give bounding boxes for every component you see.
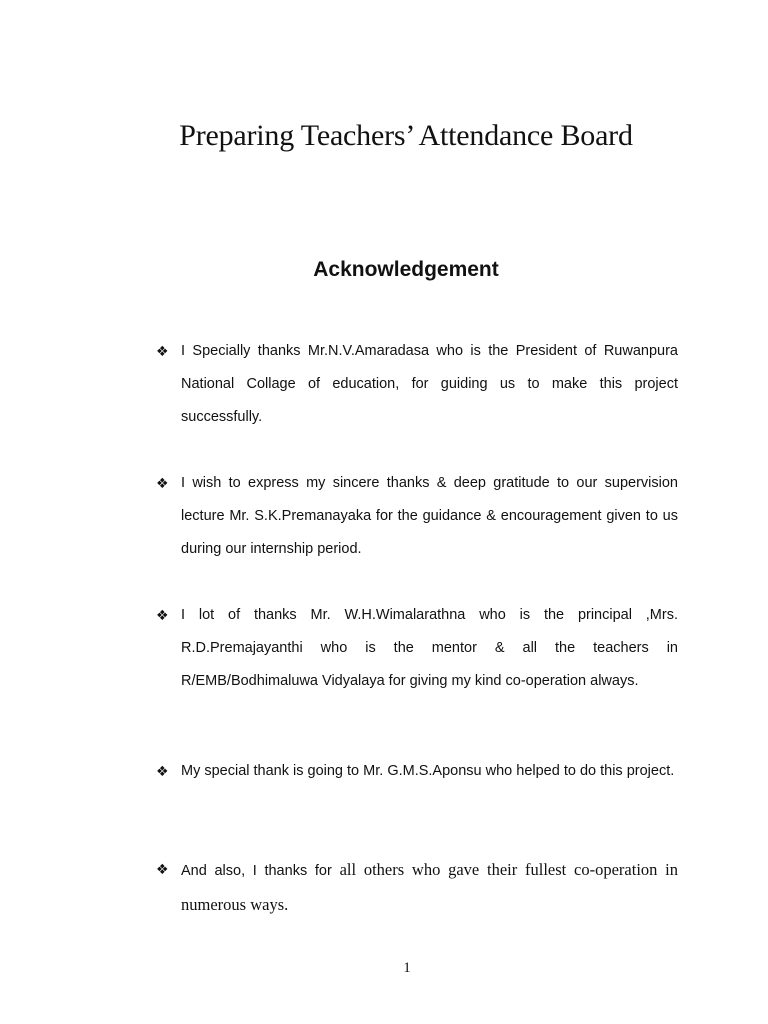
diamond-bullet-icon: ❖ [156, 862, 169, 878]
diamond-bullet-icon: ❖ [156, 344, 169, 360]
list-item [156, 467, 678, 566]
list-item [156, 335, 678, 434]
list-item-text-tail: all others who gave their fullest co-operation in numerous ways. [181, 860, 679, 914]
page-number: 1 [403, 960, 411, 976]
diamond-bullet-icon: ❖ [156, 764, 169, 780]
diamond-bullet-icon: ❖ [156, 476, 169, 492]
list-item-text: I wish to express my sincere thanks & deep gratitude to our supervision lecture Mr. S.K.Premanayaka for the guidance & encouragement given to us during our internship period. [181, 475, 678, 557]
list-item-text-lead: And also, I thanks for [181, 863, 332, 879]
section-heading: Acknowledgement [313, 258, 499, 281]
list-item-text: My special thank is going to Mr. G.M.S.Aponsu who helped to do this project. [181, 763, 675, 779]
document-title: Preparing Teachers’ Attendance Board [179, 119, 633, 152]
diamond-bullet-icon: ❖ [156, 608, 169, 624]
list-item [156, 853, 678, 923]
list-item-text: I Specially thanks Mr.N.V.Amaradasa who is the President of Ruwanpura National Collage of education, for guiding us to make this project successfully. [181, 343, 678, 425]
list-item [156, 755, 678, 788]
list-item [156, 599, 678, 698]
list-item-text: I lot of thanks Mr. W.H.Wimalarathna who is the principal ,Mrs. R.D.Premajayanthi who is the mentor & all the teachers in R/EMB/Bodhimaluwa Vidyalaya for giving my kind co-operation always. [181, 607, 678, 689]
list-item-text [181, 853, 678, 923]
